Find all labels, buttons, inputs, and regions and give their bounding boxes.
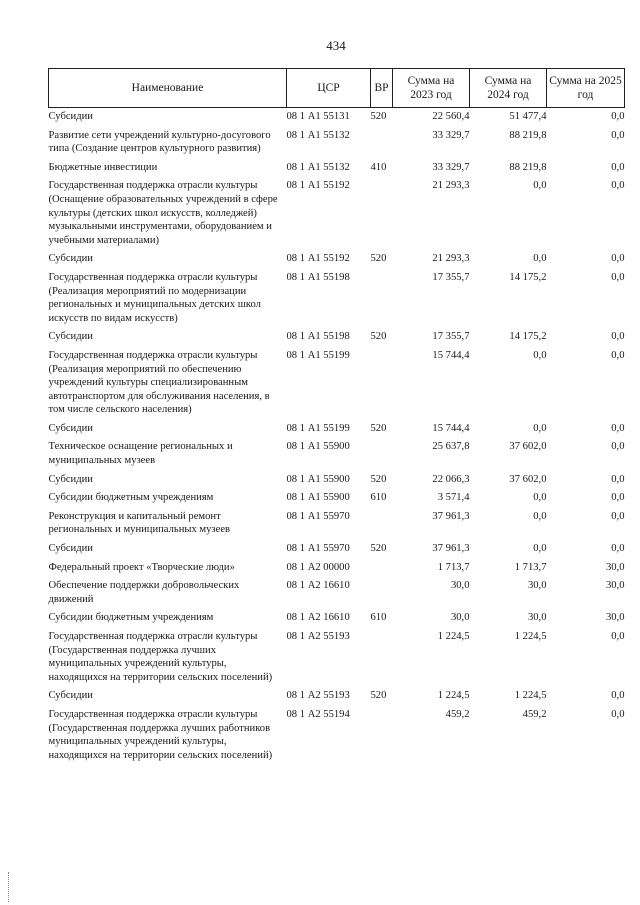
row-vr — [371, 127, 393, 159]
row-name: Развитие сети учреждений культурно-досугового типа (Создание центров культурного развития) — [48, 129, 271, 155]
row-sum-2023: 33 329,7 — [432, 129, 470, 141]
row-vr: 520 — [370, 690, 387, 702]
row-name: Субсидии бюджетным учреждениям — [48, 492, 214, 504]
table-row — [49, 127, 625, 159]
row-name: Государственная поддержка отрасли культуры (Государственная поддержка лучших муниципальных учреждений культуры, находящихся на территории сельских поселений) — [48, 631, 273, 683]
row-sum-2024: 37 602,0 — [509, 473, 547, 485]
table-body — [49, 108, 625, 766]
row-name: Техническое оснащение региональных и муниципальных музеев — [48, 441, 233, 467]
row-sum-2023: 30,0 — [450, 612, 470, 624]
row-sum-2023: 37 961,3 — [432, 510, 470, 522]
row-csr: 08 1 А1 55900 — [286, 492, 350, 504]
row-sum-2025: 0,0 — [611, 180, 625, 192]
row-csr: 08 1 А1 55131 — [286, 111, 350, 122]
row-vr — [371, 177, 393, 250]
row-csr: 08 1 А2 55193 — [286, 690, 350, 702]
row-sum-2025: 0,0 — [611, 473, 625, 485]
row-name: Государственная поддержка отрасли культуры (Государственная поддержка лучших работников муниципальных учреждений культуры, находящихся на территории сельских поселений) — [48, 708, 273, 761]
row-sum-2025: 0,0 — [611, 492, 625, 504]
row-sum-2025: 30,0 — [605, 612, 625, 624]
table-row — [49, 250, 625, 269]
column-header-sum-2023: Сумма на 2023 год — [393, 69, 470, 108]
row-sum-2023: 1 224,5 — [437, 631, 470, 642]
column-header-vr: ВР — [371, 69, 393, 108]
row-sum-2023: 17 355,7 — [432, 331, 470, 343]
row-sum-2024: 14 175,2 — [509, 271, 547, 283]
budget-table — [48, 68, 625, 765]
column-header-name: Наименование — [49, 69, 287, 108]
row-sum-2025: 30,0 — [605, 580, 625, 592]
row-vr — [371, 577, 393, 609]
row-csr: 08 1 А2 00000 — [286, 561, 350, 573]
row-sum-2024: 0,0 — [533, 180, 547, 192]
row-csr: 08 1 А2 16610 — [286, 580, 350, 592]
row-sum-2024: 0,0 — [533, 349, 547, 361]
row-sum-2023: 459,2 — [445, 708, 470, 720]
row-vr — [371, 347, 393, 420]
table-row — [49, 540, 625, 559]
row-name: Субсидии бюджетным учреждениям — [48, 612, 214, 624]
row-name: Субсидии — [48, 422, 93, 434]
row-sum-2024: 30,0 — [527, 580, 547, 592]
table-row — [49, 420, 625, 439]
table-row — [49, 159, 625, 178]
row-sum-2024: 30,0 — [527, 612, 547, 624]
row-sum-2024: 51 477,4 — [509, 111, 547, 122]
row-sum-2025: 0,0 — [611, 253, 625, 265]
row-sum-2025: 0,0 — [611, 631, 625, 642]
row-sum-2024: 1 224,5 — [514, 631, 547, 642]
table-row — [49, 577, 625, 609]
row-name: Субсидии — [48, 473, 93, 485]
row-sum-2023: 15 744,4 — [432, 422, 470, 434]
row-sum-2025: 0,0 — [611, 690, 625, 702]
table-row — [49, 508, 625, 540]
row-vr: 410 — [370, 161, 387, 173]
row-sum-2024: 37 602,0 — [509, 441, 547, 453]
scan-edge-mark — [8, 872, 11, 902]
row-sum-2024: 459,2 — [522, 708, 547, 720]
row-sum-2024: 0,0 — [533, 543, 547, 555]
row-sum-2025: 0,0 — [611, 543, 625, 555]
table-row — [49, 609, 625, 628]
row-csr: 08 1 А1 55199 — [286, 422, 350, 434]
column-header-sum-2025: Сумма на 2025 год — [547, 69, 625, 108]
row-vr: 520 — [370, 422, 387, 434]
row-csr: 08 1 А1 55970 — [286, 543, 350, 555]
row-sum-2023: 17 355,7 — [432, 271, 470, 283]
row-sum-2025: 0,0 — [611, 708, 625, 720]
row-csr: 08 1 А1 55192 — [286, 180, 350, 192]
row-vr — [371, 559, 393, 578]
row-sum-2023: 1 713,7 — [437, 561, 470, 573]
row-name: Субсидии — [48, 690, 93, 702]
row-csr: 08 1 А1 55199 — [286, 349, 350, 361]
row-sum-2023: 15 744,4 — [432, 349, 470, 361]
row-name: Обеспечение поддержки добровольческих движений — [48, 580, 240, 605]
row-sum-2023: 1 224,5 — [437, 690, 470, 702]
row-sum-2023: 22 066,3 — [432, 473, 470, 485]
table-row — [49, 347, 625, 420]
row-sum-2023: 21 293,3 — [432, 253, 470, 265]
row-sum-2024: 0,0 — [533, 510, 547, 522]
row-name: Государственная поддержка отрасли культуры (Реализация мероприятий по модернизации региональных и муниципальных детских школ искусств по видам искусств) — [48, 271, 261, 324]
table-row — [49, 438, 625, 470]
table-row — [49, 559, 625, 578]
table-row — [49, 269, 625, 328]
row-vr — [371, 438, 393, 470]
row-sum-2023: 3 571,4 — [437, 492, 470, 504]
table-header-row — [49, 69, 625, 108]
row-csr: 08 1 А1 55132 — [286, 161, 350, 173]
row-sum-2024: 1 713,7 — [514, 561, 547, 573]
row-sum-2024: 1 224,5 — [514, 690, 547, 702]
row-csr: 08 1 А1 55198 — [286, 271, 350, 283]
row-name: Федеральный проект «Творческие люди» — [48, 561, 235, 573]
row-vr: 520 — [370, 543, 387, 555]
row-csr: 08 1 А2 55193 — [286, 631, 350, 642]
table-row — [49, 687, 625, 706]
row-csr: 08 1 А1 55198 — [286, 331, 350, 343]
row-vr: 610 — [370, 612, 387, 624]
table-row — [49, 177, 625, 250]
row-sum-2024: 88 219,8 — [509, 129, 547, 141]
row-sum-2025: 30,0 — [605, 561, 625, 573]
table-row — [49, 328, 625, 347]
row-csr: 08 1 А1 55970 — [286, 510, 350, 522]
row-name: Субсидии — [48, 543, 93, 555]
row-csr: 08 1 А1 55900 — [286, 473, 350, 485]
table-row — [49, 628, 625, 687]
row-vr: 610 — [370, 492, 387, 504]
table-row — [49, 108, 625, 127]
row-sum-2023: 21 293,3 — [432, 180, 470, 192]
row-csr: 08 1 А1 55900 — [286, 441, 350, 453]
page-number: 434 — [326, 38, 346, 53]
row-vr: 520 — [370, 331, 387, 343]
row-vr: 520 — [370, 253, 387, 265]
row-csr: 08 1 А1 55192 — [286, 253, 350, 265]
column-header-sum-2024: Сумма на 2024 год — [470, 69, 547, 108]
row-name: Субсидии — [48, 331, 93, 343]
row-sum-2025: 0,0 — [611, 331, 625, 343]
row-sum-2025: 0,0 — [611, 349, 625, 361]
table-row — [49, 706, 625, 765]
row-name: Бюджетные инвестиции — [48, 161, 158, 173]
row-vr: 520 — [370, 473, 387, 485]
row-vr: 520 — [370, 111, 387, 122]
row-sum-2023: 22 560,4 — [432, 111, 470, 122]
row-sum-2025: 0,0 — [611, 161, 625, 173]
row-csr: 08 1 А2 16610 — [286, 612, 350, 624]
row-name: Субсидии — [48, 111, 93, 122]
row-vr — [371, 628, 393, 687]
row-sum-2023: 37 961,3 — [432, 543, 470, 555]
row-vr — [371, 508, 393, 540]
row-csr: 08 1 А2 55194 — [286, 708, 350, 720]
row-sum-2023: 25 637,8 — [432, 441, 470, 453]
row-csr: 08 1 А1 55132 — [286, 129, 350, 141]
row-sum-2025: 0,0 — [611, 271, 625, 283]
column-header-csr: ЦСР — [287, 69, 371, 108]
row-name: Субсидии — [48, 253, 93, 265]
row-sum-2025: 0,0 — [611, 441, 625, 453]
row-vr — [371, 706, 393, 765]
row-sum-2023: 30,0 — [450, 580, 470, 592]
table-row — [49, 489, 625, 508]
table-row — [49, 471, 625, 490]
row-sum-2024: 0,0 — [533, 492, 547, 504]
row-sum-2025: 0,0 — [611, 129, 625, 141]
row-sum-2024: 14 175,2 — [509, 331, 547, 343]
row-vr — [371, 269, 393, 328]
row-sum-2025: 0,0 — [611, 510, 625, 522]
row-sum-2025: 0,0 — [611, 422, 625, 434]
row-sum-2024: 0,0 — [533, 253, 547, 265]
row-name: Государственная поддержка отрасли культуры (Оснащение образовательных учреждений в сфере культуры (детских школ искусств, колледжей) музыкальными инструментами, оборудованием и учебными материалами) — [48, 180, 278, 246]
row-name: Государственная поддержка отрасли культуры (Реализация мероприятий по обеспечению учреждений культуры специализированным автотранспортом для обслуживания населения, в том числе сельского населения) — [48, 349, 270, 416]
row-name: Реконструкция и капитальный ремонт региональных и муниципальных музеев — [48, 510, 231, 536]
row-sum-2024: 0,0 — [533, 422, 547, 434]
row-sum-2023: 33 329,7 — [432, 161, 470, 173]
row-sum-2024: 88 219,8 — [509, 161, 547, 173]
row-sum-2025: 0,0 — [611, 111, 625, 122]
